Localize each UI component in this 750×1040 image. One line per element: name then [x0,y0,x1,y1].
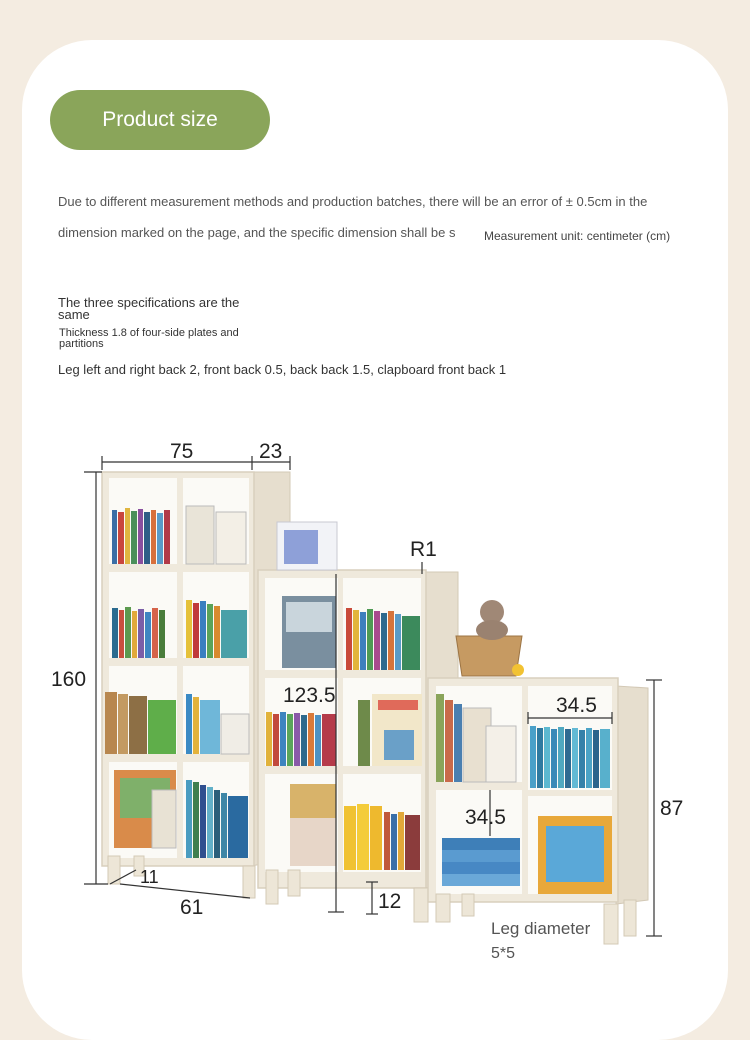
dim-shelf-width: 34.5 [556,694,597,717]
spec-thickness: Thickness 1.8 of four-side plates and partitions [59,327,239,350]
spec-leg: Leg left and right back 2, front back 0.5, back back 1.5, clapboard front back 1 [58,362,507,377]
dim-height-short: 87 [660,797,684,820]
leg-diameter-value: 5*5 [491,945,516,962]
dim-shelf-height: 34.5 [465,806,506,829]
dim-leg-width: 61 [180,896,204,919]
dim-width: 75 [170,440,194,463]
dim-depth: 23 [259,440,283,463]
dim-height-tall: 160 [51,668,87,691]
dim-radius: R1 [410,538,437,561]
dim-leg-height: 11 [140,867,159,887]
short-cabinet [428,600,648,944]
note-line-2: dimension marked on the page, and the specific dimension shall be s [58,225,456,240]
leg-diameter-label: Leg diameter [491,919,591,938]
note-line-1: Due to different measurement methods and production batches, there will be an error of ± 0.5cm in the [58,194,648,209]
unit-note: Measurement unit: centimeter (cm) [484,229,671,243]
dim-height-mid: 123.5 [283,684,336,707]
badge-label: Product size [102,108,218,131]
spec-same: The three specifications are the same [58,295,240,322]
dim-leg-gap: 12 [378,890,402,913]
